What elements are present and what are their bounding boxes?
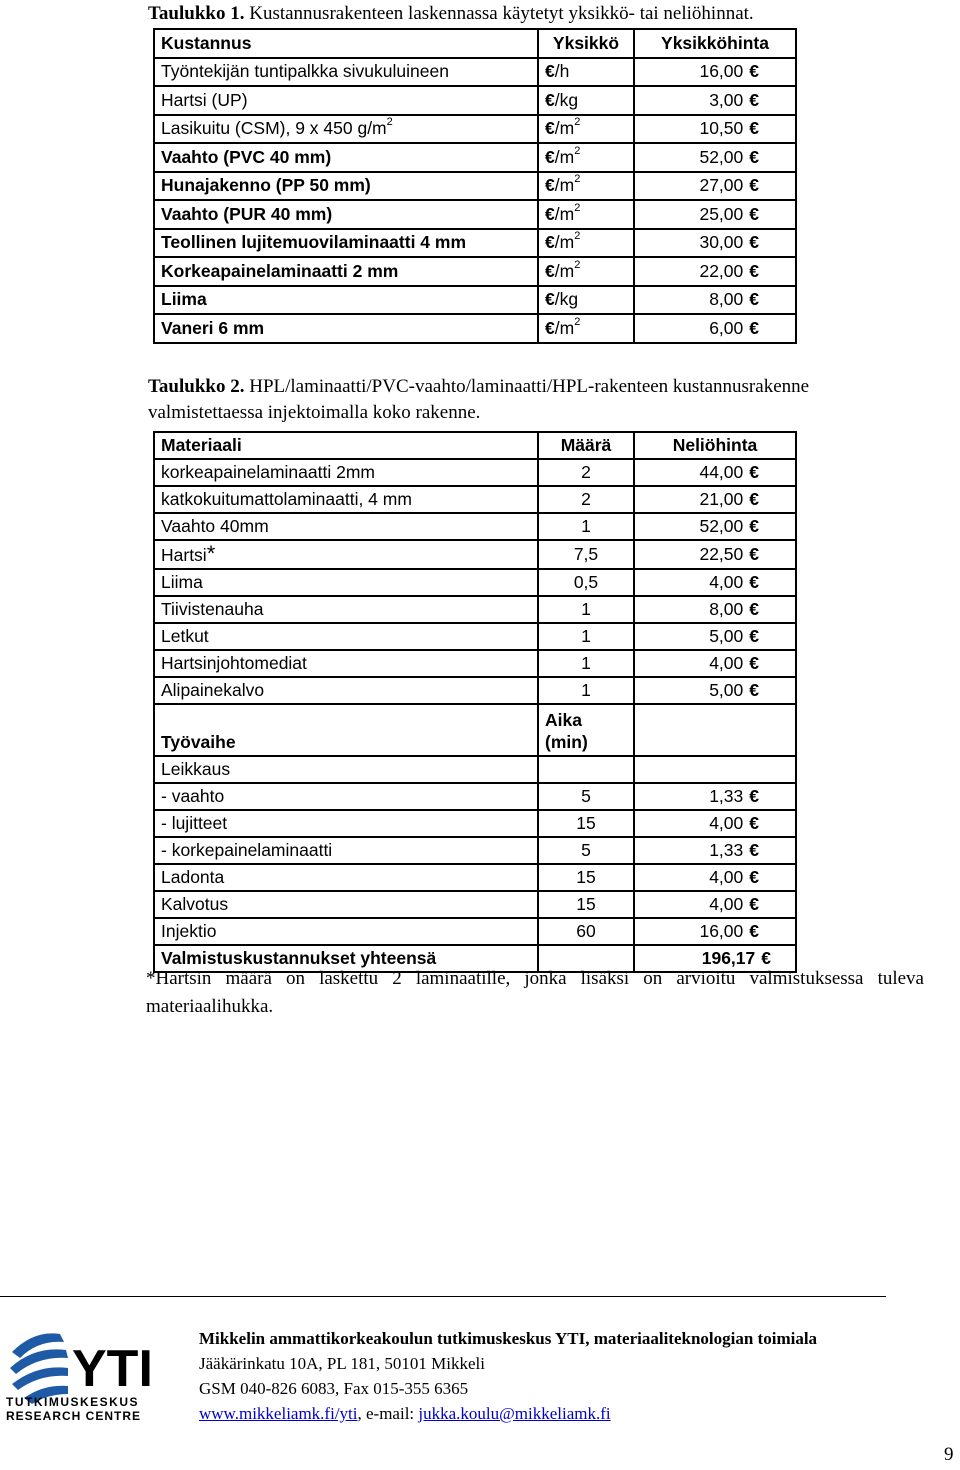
euro-sign: € (749, 599, 759, 619)
euro-sign: € (749, 921, 759, 941)
table1-name-text: Vaahto (PUR 40 mm) (161, 203, 333, 224)
table1-cell-name (154, 229, 538, 258)
table2-price-text: 21,00 (699, 489, 744, 509)
table1-name-text: Lasikuitu (CSM), 9 x 450 g/m (161, 118, 387, 139)
table2-price-text: 8,00 (709, 599, 744, 619)
euro-sign: € (749, 544, 759, 564)
table1-cell-name (154, 115, 538, 144)
euro-sign: € (545, 118, 555, 139)
table1-unit-sup: 2 (574, 258, 581, 271)
euro-sign: € (749, 462, 759, 482)
table2-name-text: Leikkaus (161, 759, 231, 779)
euro-sign: € (749, 260, 759, 281)
table2-caption (148, 374, 928, 426)
cost-structure-table (153, 431, 797, 973)
table1-cell-name (154, 86, 538, 115)
table1-cell-name (154, 143, 538, 172)
table2-cell-price (634, 810, 796, 837)
table2-name-text: katkokuitumattolaminaatti, 4 mm (161, 489, 412, 509)
table2-price-text: 4,00 (709, 894, 744, 914)
table2-cell-name (154, 623, 538, 650)
table1-cell-unit (538, 143, 634, 172)
table1-header-row (154, 29, 796, 58)
table2-cell-price (634, 650, 796, 677)
table1-cell-price (634, 286, 796, 315)
table1-header-cost: Kustannus (154, 29, 538, 58)
table2-cell-price (634, 596, 796, 623)
table1-name-text: Hartsi (UP) (161, 89, 248, 110)
table1-cell-price (634, 229, 796, 258)
table2-cell-qty: 15 (538, 891, 634, 918)
euro-sign: € (545, 175, 555, 196)
table1-header-unit: Yksikkö (538, 29, 634, 58)
table2-material-row (154, 596, 796, 623)
table1-cell-name (154, 172, 538, 201)
table2-cell-qty: 2 (538, 459, 634, 486)
table2-price-text: 44,00 (699, 462, 744, 482)
table2-cell-name (154, 891, 538, 918)
table2-cell-name (154, 486, 538, 513)
table2-material-row (154, 486, 796, 513)
table1-name-text: Työntekijän tuntipalkka sivukuluineen (161, 61, 449, 82)
table2-cell-name (154, 837, 538, 864)
table2-cell-price (634, 756, 796, 783)
euro-sign: € (749, 653, 759, 673)
table2-cell-name (154, 918, 538, 945)
table2-cell-price (634, 864, 796, 891)
table1-unit-sup: 2 (574, 173, 581, 186)
table1-row (154, 143, 796, 172)
table2-name-text: Hartsinjohtomediat (161, 653, 307, 673)
euro-sign: € (749, 867, 759, 887)
table2-cell-name (154, 540, 538, 569)
euro-sign: € (545, 203, 555, 224)
table2-cell-price (634, 837, 796, 864)
table1-price-text: 22,00 (699, 260, 744, 281)
euro-sign: € (749, 516, 759, 536)
euro-sign: € (749, 572, 759, 592)
table1-cell-unit (538, 229, 634, 258)
table1-price-text: 27,00 (699, 175, 744, 196)
table2-time-unit: (min) (545, 732, 588, 752)
table2-name-text: - lujitteet (161, 813, 228, 833)
table1-caption (148, 1, 754, 27)
table1-price-text: 10,50 (699, 118, 744, 139)
table2-price-text: 196,17 (701, 948, 756, 968)
table1-cell-unit (538, 58, 634, 87)
table2-header-cell: Neliöhinta (634, 432, 796, 459)
table1-row (154, 229, 796, 258)
table1-unit-text: /kg (554, 89, 579, 110)
table1-cell-unit (538, 286, 634, 315)
table2-name-text: Injektio (161, 921, 217, 941)
table1-cell-price (634, 257, 796, 286)
table1-row (154, 115, 796, 144)
table1-cell-name (154, 200, 538, 229)
table1-unit-sup: 2 (574, 116, 581, 129)
table2-work-empty (634, 704, 796, 756)
table1-cell-price (634, 314, 796, 343)
table1-cell-unit (538, 200, 634, 229)
euro-sign: € (749, 813, 759, 833)
table2-caption-label: Taulukko 2. (148, 376, 245, 397)
asterisk-mark: * (206, 541, 216, 566)
footer-phone: GSM 040-826 6083, Fax 015-355 6365 (199, 1379, 469, 1398)
table2-cell-qty: 1 (538, 623, 634, 650)
table1-cell-price (634, 143, 796, 172)
table2-cell-price (634, 623, 796, 650)
table1-cell-price (634, 200, 796, 229)
table2-caption-text: HPL/laminaatti/PVC-vaahto/laminaatti/HPL-rakenteen kustannusrakenne valmistettaessa injektoimalla koko rakenne. (148, 376, 810, 423)
table2-work-time-header (538, 704, 634, 756)
table2-cell-qty: 0,5 (538, 569, 634, 596)
table1-price-text: 6,00 (709, 317, 744, 338)
table2-material-row (154, 677, 796, 704)
table1-name-text: Liima (161, 289, 207, 310)
yti-logo (4, 1322, 154, 1422)
table1-name-sup: 2 (386, 116, 393, 129)
table2-cell-qty: 1 (538, 596, 634, 623)
table2-name-text: Valmistuskustannukset yhteensä (161, 948, 437, 968)
table2-cell-price (634, 569, 796, 596)
table2-cell-name (154, 596, 538, 623)
table1-cell-name (154, 314, 538, 343)
table1-row (154, 314, 796, 343)
footer-web-link[interactable]: www.mikkeliamk.fi/yti (199, 1404, 358, 1423)
table2-cell-qty: 1 (538, 513, 634, 540)
euro-sign: € (749, 626, 759, 646)
table2-cell-qty: 7,5 (538, 540, 634, 569)
euro-sign: € (749, 146, 759, 167)
table2-cell-price (634, 459, 796, 486)
table2-price-text: 1,33 (709, 786, 744, 806)
table2-material-row (154, 650, 796, 677)
table1-unit-text: /m (554, 317, 575, 338)
table2-cell-price (634, 486, 796, 513)
table2-cell-price (634, 677, 796, 704)
table1-caption-text: Kustannusrakenteen laskennassa käytetyt yksikkö- tai neliöhinnat. (249, 3, 754, 24)
table1-row (154, 286, 796, 315)
euro-sign: € (749, 89, 759, 110)
table2-price-text: 1,33 (709, 840, 744, 860)
table2-name-text: Hartsi (161, 545, 207, 565)
table2-name-text: - vaahto (161, 786, 225, 806)
table2-cell-name (154, 677, 538, 704)
footer-email-link[interactable]: jukka.koulu@mikkeliamk.fi (418, 1404, 611, 1423)
table2-cell-name (154, 756, 538, 783)
table1-price-text: 16,00 (699, 61, 744, 82)
table2-cell-name (154, 650, 538, 677)
euro-sign: € (761, 948, 771, 968)
euro-sign: € (545, 289, 555, 310)
table2-cell-qty (538, 756, 634, 783)
table2-material-row (154, 569, 796, 596)
table2-name-text: Kalvotus (161, 894, 229, 914)
euro-sign: € (749, 203, 759, 224)
euro-sign: € (545, 89, 555, 110)
footer-contact (199, 1401, 899, 1426)
table2-work-row (154, 837, 796, 864)
table2-work-row (154, 891, 796, 918)
table1-row (154, 172, 796, 201)
table2-material-row (154, 623, 796, 650)
table2-cell-qty: 1 (538, 677, 634, 704)
table1-unit-sup: 2 (574, 201, 581, 214)
table2-price-text: 4,00 (709, 572, 744, 592)
table2-material-row (154, 459, 796, 486)
table2-header-cell: Määrä (538, 432, 634, 459)
table2-work-phase-header: Työvaihe (154, 704, 538, 756)
footer (199, 1326, 899, 1426)
euro-sign: € (545, 61, 555, 82)
table2-cell-name (154, 569, 538, 596)
logo-mark: YTI (72, 1340, 153, 1398)
table2-header-row (154, 432, 796, 459)
table2-cell-qty: 15 (538, 864, 634, 891)
table1-unit-text: /m (554, 175, 575, 196)
table1-cell-price (634, 86, 796, 115)
table1-unit-text: /m (554, 232, 575, 253)
table2-work-row (154, 918, 796, 945)
table2-cell-price (634, 918, 796, 945)
table1-price-text: 8,00 (709, 289, 744, 310)
table2-name-text: Tiivistenauha (161, 599, 264, 619)
euro-sign: € (749, 680, 759, 700)
euro-sign: € (545, 146, 555, 167)
footer-email-label: , e-mail: (357, 1404, 415, 1423)
table1-cell-name (154, 58, 538, 87)
table2-name-text: Letkut (161, 626, 209, 646)
table1-unit-text: /m (554, 203, 575, 224)
table2-header-cell: Materiaali (154, 432, 538, 459)
table1-cell-unit (538, 172, 634, 201)
table2-work-header-row (154, 704, 796, 756)
table1-name-text: Vaneri 6 mm (161, 317, 265, 338)
table1-caption-label: Taulukko 1. (148, 3, 245, 24)
euro-sign: € (749, 489, 759, 509)
euro-sign: € (749, 61, 759, 82)
table1-name-text: Vaahto (PVC 40 mm) (161, 146, 332, 167)
table2-price-text: 4,00 (709, 653, 744, 673)
table2-cell-price (634, 891, 796, 918)
table2-cell-qty: 5 (538, 783, 634, 810)
table2-cell-name (154, 513, 538, 540)
table2-price-text: 5,00 (709, 680, 744, 700)
table2-name-text: korkeapainelaminaatti 2mm (161, 462, 375, 482)
table2-cell-name (154, 864, 538, 891)
table1-cell-price (634, 172, 796, 201)
unit-price-table (153, 28, 797, 344)
table1-unit-text: /h (554, 61, 570, 82)
table2-cell-price (634, 783, 796, 810)
footer-org: Mikkelin ammattikorkeakoulun tutkimuskeskus YTI, materiaaliteknologian toimiala (199, 1329, 818, 1348)
table2-cell-qty: 1 (538, 650, 634, 677)
page-number: 9 (944, 1444, 954, 1465)
euro-sign: € (749, 894, 759, 914)
table2-work-row (154, 810, 796, 837)
table2-cell-price (634, 513, 796, 540)
table2-cell-name (154, 810, 538, 837)
table2-time-label: Aika (545, 710, 582, 730)
table2-name-text: Ladonta (161, 867, 225, 887)
footer-address: Jääkärinkatu 10A, PL 181, 50101 Mikkeli (199, 1354, 485, 1373)
table2-cell-name (154, 783, 538, 810)
table1-row (154, 86, 796, 115)
footnote: *Hartsin määrä on laskettu 2 laminaatille, jonka lisäksi on arvioitu valmistuksessa tuleva materiaalihukka. (146, 968, 924, 1017)
table1-unit-text: /m (554, 146, 575, 167)
table1-unit-sup: 2 (574, 230, 581, 243)
table1-cell-unit (538, 314, 634, 343)
table1-cell-unit (538, 86, 634, 115)
table1-price-text: 52,00 (699, 146, 744, 167)
euro-sign: € (545, 260, 555, 281)
table1-cell-price (634, 58, 796, 87)
table2-price-text: 4,00 (709, 813, 744, 833)
table1-price-text: 3,00 (709, 89, 744, 110)
euro-sign: € (545, 232, 555, 253)
table1-unit-sup: 2 (574, 144, 581, 157)
table1-name-text: Hunajakenno (PP 50 mm) (161, 175, 371, 196)
table1-price-text: 30,00 (699, 232, 744, 253)
table1-name-text: Korkeapainelaminaatti 2 mm (161, 260, 399, 281)
table1-row (154, 200, 796, 229)
table1-row (154, 58, 796, 87)
table2-name-text: Liima (161, 572, 203, 592)
table2-material-row (154, 513, 796, 540)
logo-line2: RESEARCH CENTRE (6, 1409, 142, 1422)
euro-sign: € (749, 289, 759, 310)
table2-price-text: 52,00 (699, 516, 744, 536)
footer-rule (0, 1296, 886, 1297)
table2-price-text: 22,50 (699, 544, 744, 564)
table2-name-text: Alipainekalvo (161, 680, 265, 700)
table2-name-text: - korkepainelaminaatti (161, 840, 333, 860)
euro-sign: € (749, 317, 759, 338)
table2-cell-qty: 5 (538, 837, 634, 864)
table1-unit-sup: 2 (574, 315, 581, 328)
table2-price-text: 5,00 (709, 626, 744, 646)
table2-price-text: 16,00 (699, 921, 744, 941)
euro-sign: € (749, 232, 759, 253)
table1-price-text: 25,00 (699, 203, 744, 224)
table1-cell-name (154, 257, 538, 286)
logo-line1: TUTKIMUSKESKUS (6, 1395, 140, 1409)
euro-sign: € (749, 118, 759, 139)
table1-cell-price (634, 115, 796, 144)
euro-sign: € (749, 840, 759, 860)
table1-name-text: Teollinen lujitemuovilaminaatti 4 mm (161, 232, 467, 253)
table1-cell-unit (538, 257, 634, 286)
table1-unit-text: /m (554, 118, 575, 139)
table2-work-row (154, 783, 796, 810)
euro-sign: € (749, 175, 759, 196)
table2-cell-qty: 2 (538, 486, 634, 513)
table1-unit-text: /kg (554, 289, 579, 310)
table1-cell-name (154, 286, 538, 315)
table2-material-row (154, 540, 796, 569)
table2-work-row (154, 864, 796, 891)
table1-row (154, 257, 796, 286)
table2-work-row (154, 756, 796, 783)
table2-price-text: 4,00 (709, 867, 744, 887)
euro-sign: € (749, 786, 759, 806)
euro-sign: € (545, 317, 555, 338)
table1-header-price: Yksikköhinta (634, 29, 796, 58)
table1-cell-unit (538, 115, 634, 144)
table2-cell-qty: 15 (538, 810, 634, 837)
table2-cell-name (154, 459, 538, 486)
table2-cell-qty: 60 (538, 918, 634, 945)
table2-cell-price (634, 540, 796, 569)
table1-unit-text: /m (554, 260, 575, 281)
table2-name-text: Vaahto 40mm (161, 516, 269, 536)
